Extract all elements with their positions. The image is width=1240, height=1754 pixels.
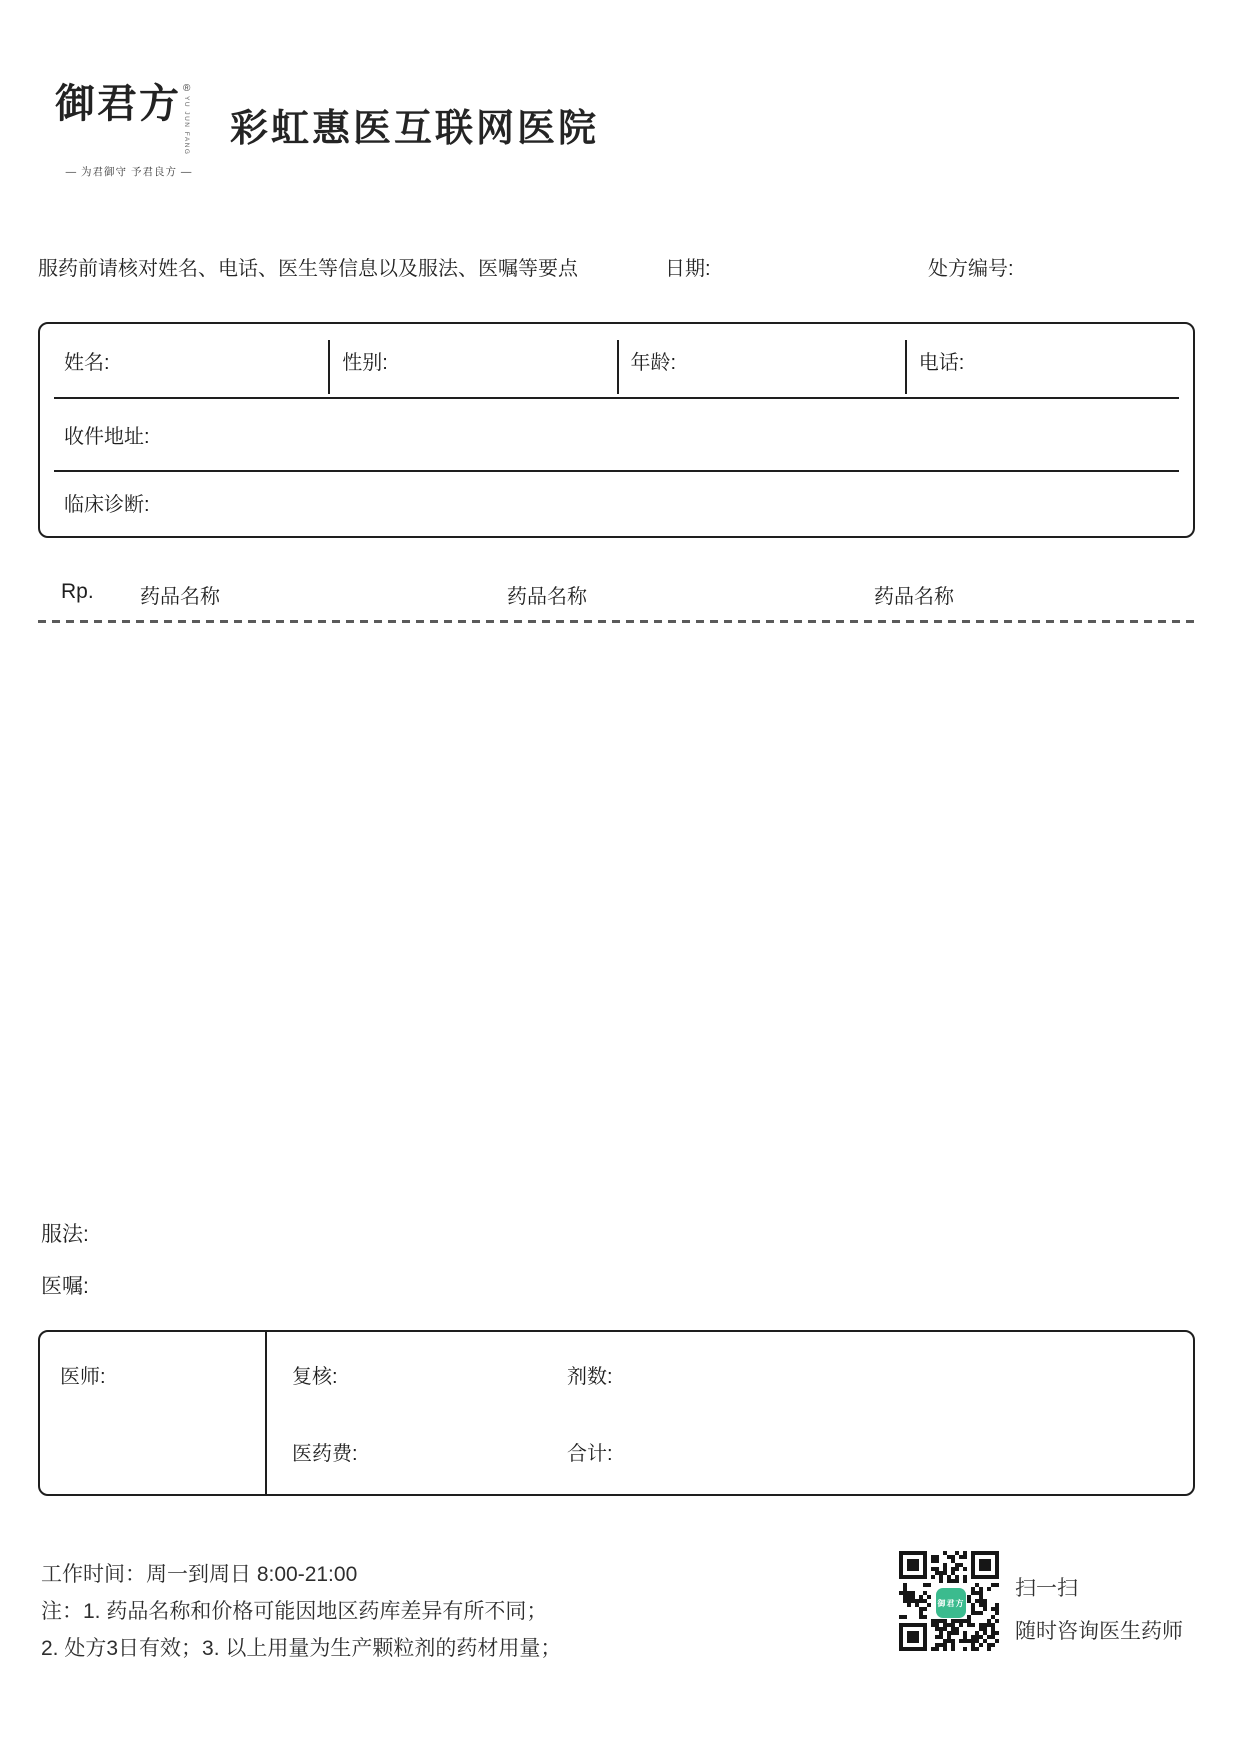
footer-notes: [41, 1556, 561, 1667]
diagnosis-row: [40, 470, 1193, 534]
gender-field-label: 性别:: [342, 352, 388, 374]
brand-romanized-text: YU JUN FANG: [183, 96, 191, 156]
working-hours-text: 工作时间：周一到周日 8:00-21:00: [41, 1563, 358, 1586]
name-field-label: 姓名:: [64, 352, 110, 374]
brand-logo-block: [55, 80, 205, 179]
drug-name-column-header: 药品名称: [507, 586, 587, 608]
diagnosis-field-label: 临床诊断:: [64, 493, 150, 516]
signoff-box: [38, 1330, 1195, 1496]
rp-label: Rp.: [61, 580, 94, 603]
total-field-label: 合计:: [567, 1443, 613, 1465]
drug-name-column-header: 药品名称: [140, 586, 220, 608]
brand-tagline: — 为君御守 予君良方 —: [65, 166, 193, 179]
rp-header-row: [38, 580, 1195, 608]
review-field-label: 复核:: [292, 1366, 338, 1388]
physician-field-label: 医师:: [60, 1366, 106, 1388]
cell-divider: [905, 340, 907, 394]
date-label: 日期:: [665, 258, 711, 280]
cell-divider: [617, 340, 619, 394]
qr-code: [899, 1551, 1003, 1655]
usage-field-label: 服法:: [41, 1223, 89, 1246]
brand-logo-text: 御君方: [55, 80, 181, 127]
cell-divider: [328, 340, 330, 394]
fee-total-row: [292, 1437, 1193, 1466]
phone-field-label: 电话:: [918, 352, 965, 374]
address-row: [40, 399, 1193, 470]
footnote-line-1: 注：1. 药品名称和价格可能因地区药库差异有所不同；: [41, 1600, 548, 1623]
drug-name-column-header: 药品名称: [874, 586, 954, 608]
patient-info-box: [38, 322, 1195, 538]
notice-row: [38, 252, 1195, 280]
rx-number-label: 处方编号:: [928, 258, 1014, 280]
review-dose-row: [292, 1360, 1193, 1389]
dashed-separator: [38, 620, 1195, 623]
registered-trademark-icon: ®: [183, 83, 191, 94]
medicine-fee-field-label: 医药费:: [292, 1443, 358, 1465]
scan-hint-text: 扫一扫: [1015, 1577, 1078, 1600]
consult-hint-text: 随时咨询医生药师: [1015, 1620, 1183, 1643]
qr-caption: [1015, 1572, 1183, 1645]
footnote-line-2: 2. 处方3日有效；3. 以上用量为生产颗粒剂的药材用量；: [41, 1637, 562, 1660]
doctor-advice-field-label: 医嘱:: [41, 1275, 89, 1298]
hospital-title: 彩虹惠医互联网医院: [230, 108, 600, 150]
qr-center-logo: 御君方: [936, 1588, 966, 1618]
dose-count-field-label: 剂数:: [567, 1366, 613, 1388]
signoff-divider: [265, 1332, 267, 1494]
address-field-label: 收件地址:: [64, 426, 150, 448]
check-info-hint: 服药前请核对姓名、电话、医生等信息以及服法、医嘱等要点: [38, 258, 578, 280]
age-field-label: 年龄:: [630, 352, 677, 374]
